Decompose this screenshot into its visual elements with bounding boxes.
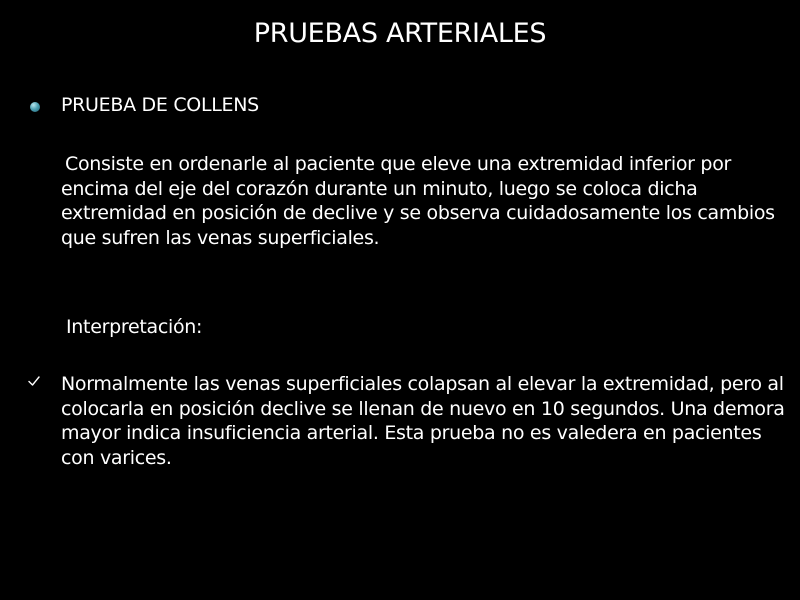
checkmark-icon [27, 374, 41, 388]
section-heading: PRUEBA DE COLLENS [61, 94, 259, 116]
sphere-bullet-icon [30, 102, 40, 112]
description-text: Consiste en ordenarle al paciente que eleve una extremidad inferior por encima del eje del corazón durante un minuto, luego se coloca dicha extremidad en posición de declive y se observa cuidadosamente los cambios que sufren las venas superficiales. [61, 153, 775, 249]
description-paragraph [61, 152, 791, 250]
interpretation-label: Interpretación: [66, 316, 203, 338]
interpretation-paragraph: Normalmente las venas superficiales colapsan al elevar la extremidad, pero al colocarla en posición declive se llenan de nuevo en 10 segundos. Una demora mayor indica insuficiencia arterial. Esta prueba no es valedera en pacientes con varices. [61, 373, 785, 469]
slide-title: PRUEBAS ARTERIALES [253, 18, 547, 49]
